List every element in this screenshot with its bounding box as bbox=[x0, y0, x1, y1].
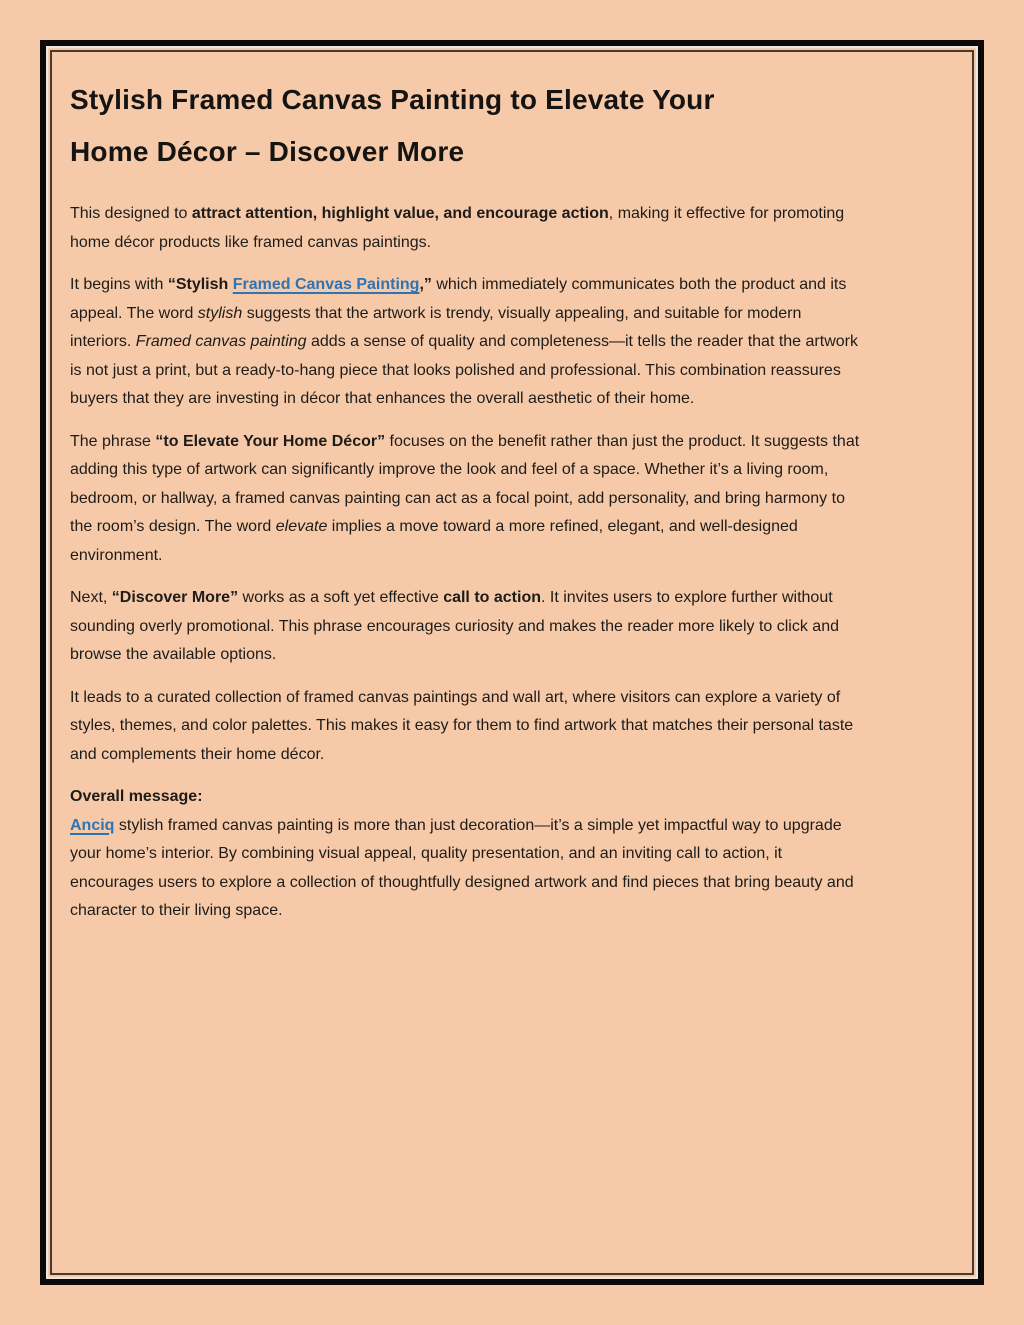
text-run: suggests that the artwork is trendy, visually appealing, and suitable for modern interiors. bbox=[70, 304, 802, 350]
text-run: elevate bbox=[275, 518, 328, 535]
text-run: works as a soft yet effective bbox=[238, 589, 444, 606]
text-run: ,” bbox=[419, 276, 432, 293]
paragraph-overall-message bbox=[70, 783, 862, 926]
page-title bbox=[70, 74, 870, 178]
text-run: adds a sense of quality and completeness—it tells the reader that the artwork is not just a print, but a ready-to-hang piece that looks polished and professional. This combination reassures buyers that they are investing in décor that enhances the overall aesthetic of their home. bbox=[70, 333, 858, 407]
text-run: stylish bbox=[197, 304, 243, 322]
text-link[interactable]: Anciq bbox=[70, 816, 115, 834]
text-run: “Stylish bbox=[167, 276, 233, 293]
text-run: The phrase bbox=[70, 432, 156, 450]
text-run: Framed canvas painting bbox=[135, 333, 307, 350]
text-run: “Discover More” bbox=[111, 589, 239, 606]
paragraph-intro bbox=[70, 200, 862, 257]
text-run: It begins with bbox=[70, 276, 168, 293]
text-run: which immediately communicates both the product and its appeal. The word bbox=[70, 276, 847, 322]
text-run: Overall message: bbox=[70, 788, 203, 805]
text-run: stylish framed canvas painting is more than just decoration—it’s a simple yet impactful way to upgrade your home’s interior. By combining visual appeal, quality presentation, and an inviting call to action, it encourages users to explore a collection of thoughtfully designed artwork and find pieces that bring beauty and character to their living space. bbox=[70, 816, 854, 919]
paragraph-it-leads-to bbox=[70, 684, 862, 770]
text-run: focuses on the benefit rather than just the product. It suggests that adding this type of artwork can significantly improve the look and feel of a space. Whether it’s a living room, bedroom, or hallway, a framed canvas painting can act as a focal point, add personality, and bring harmony to the room’s design. The word bbox=[70, 432, 860, 535]
text-run: call to action bbox=[443, 589, 541, 606]
text-run: implies a move toward a more refined, elegant, and well-designed environment. bbox=[70, 518, 798, 564]
text-run: Next, bbox=[70, 589, 112, 606]
paragraph-the-phrase bbox=[70, 428, 862, 571]
text-run: . It invites users to explore further without sounding overly promotional. This phrase encourages curiosity and makes the reader more likely to click and browse the available options. bbox=[70, 589, 839, 663]
page-title-line-2: Home Décor – Discover More bbox=[70, 136, 465, 167]
paragraph-it-begins-with bbox=[70, 271, 862, 414]
page-title-line-1: Stylish Framed Canvas Painting to Elevate Your bbox=[70, 84, 715, 115]
paragraph-next-discover bbox=[70, 584, 862, 670]
text-run: This designed to bbox=[70, 205, 192, 222]
text-run: , making it effective for promoting home décor products like framed canvas paintings. bbox=[70, 205, 845, 251]
document-content bbox=[70, 74, 870, 940]
text-link[interactable]: Framed Canvas Painting bbox=[232, 276, 420, 293]
text-run: “to Elevate Your Home Décor” bbox=[155, 432, 386, 450]
text-run: attract attention, highlight value, and encourage action bbox=[191, 205, 609, 222]
text-run: It leads to a curated collection of framed canvas paintings and wall art, where visitors can explore a variety of styles, themes, and color palettes. This makes it easy for them to find artwork that matches their personal taste and complements their home décor. bbox=[70, 688, 854, 763]
